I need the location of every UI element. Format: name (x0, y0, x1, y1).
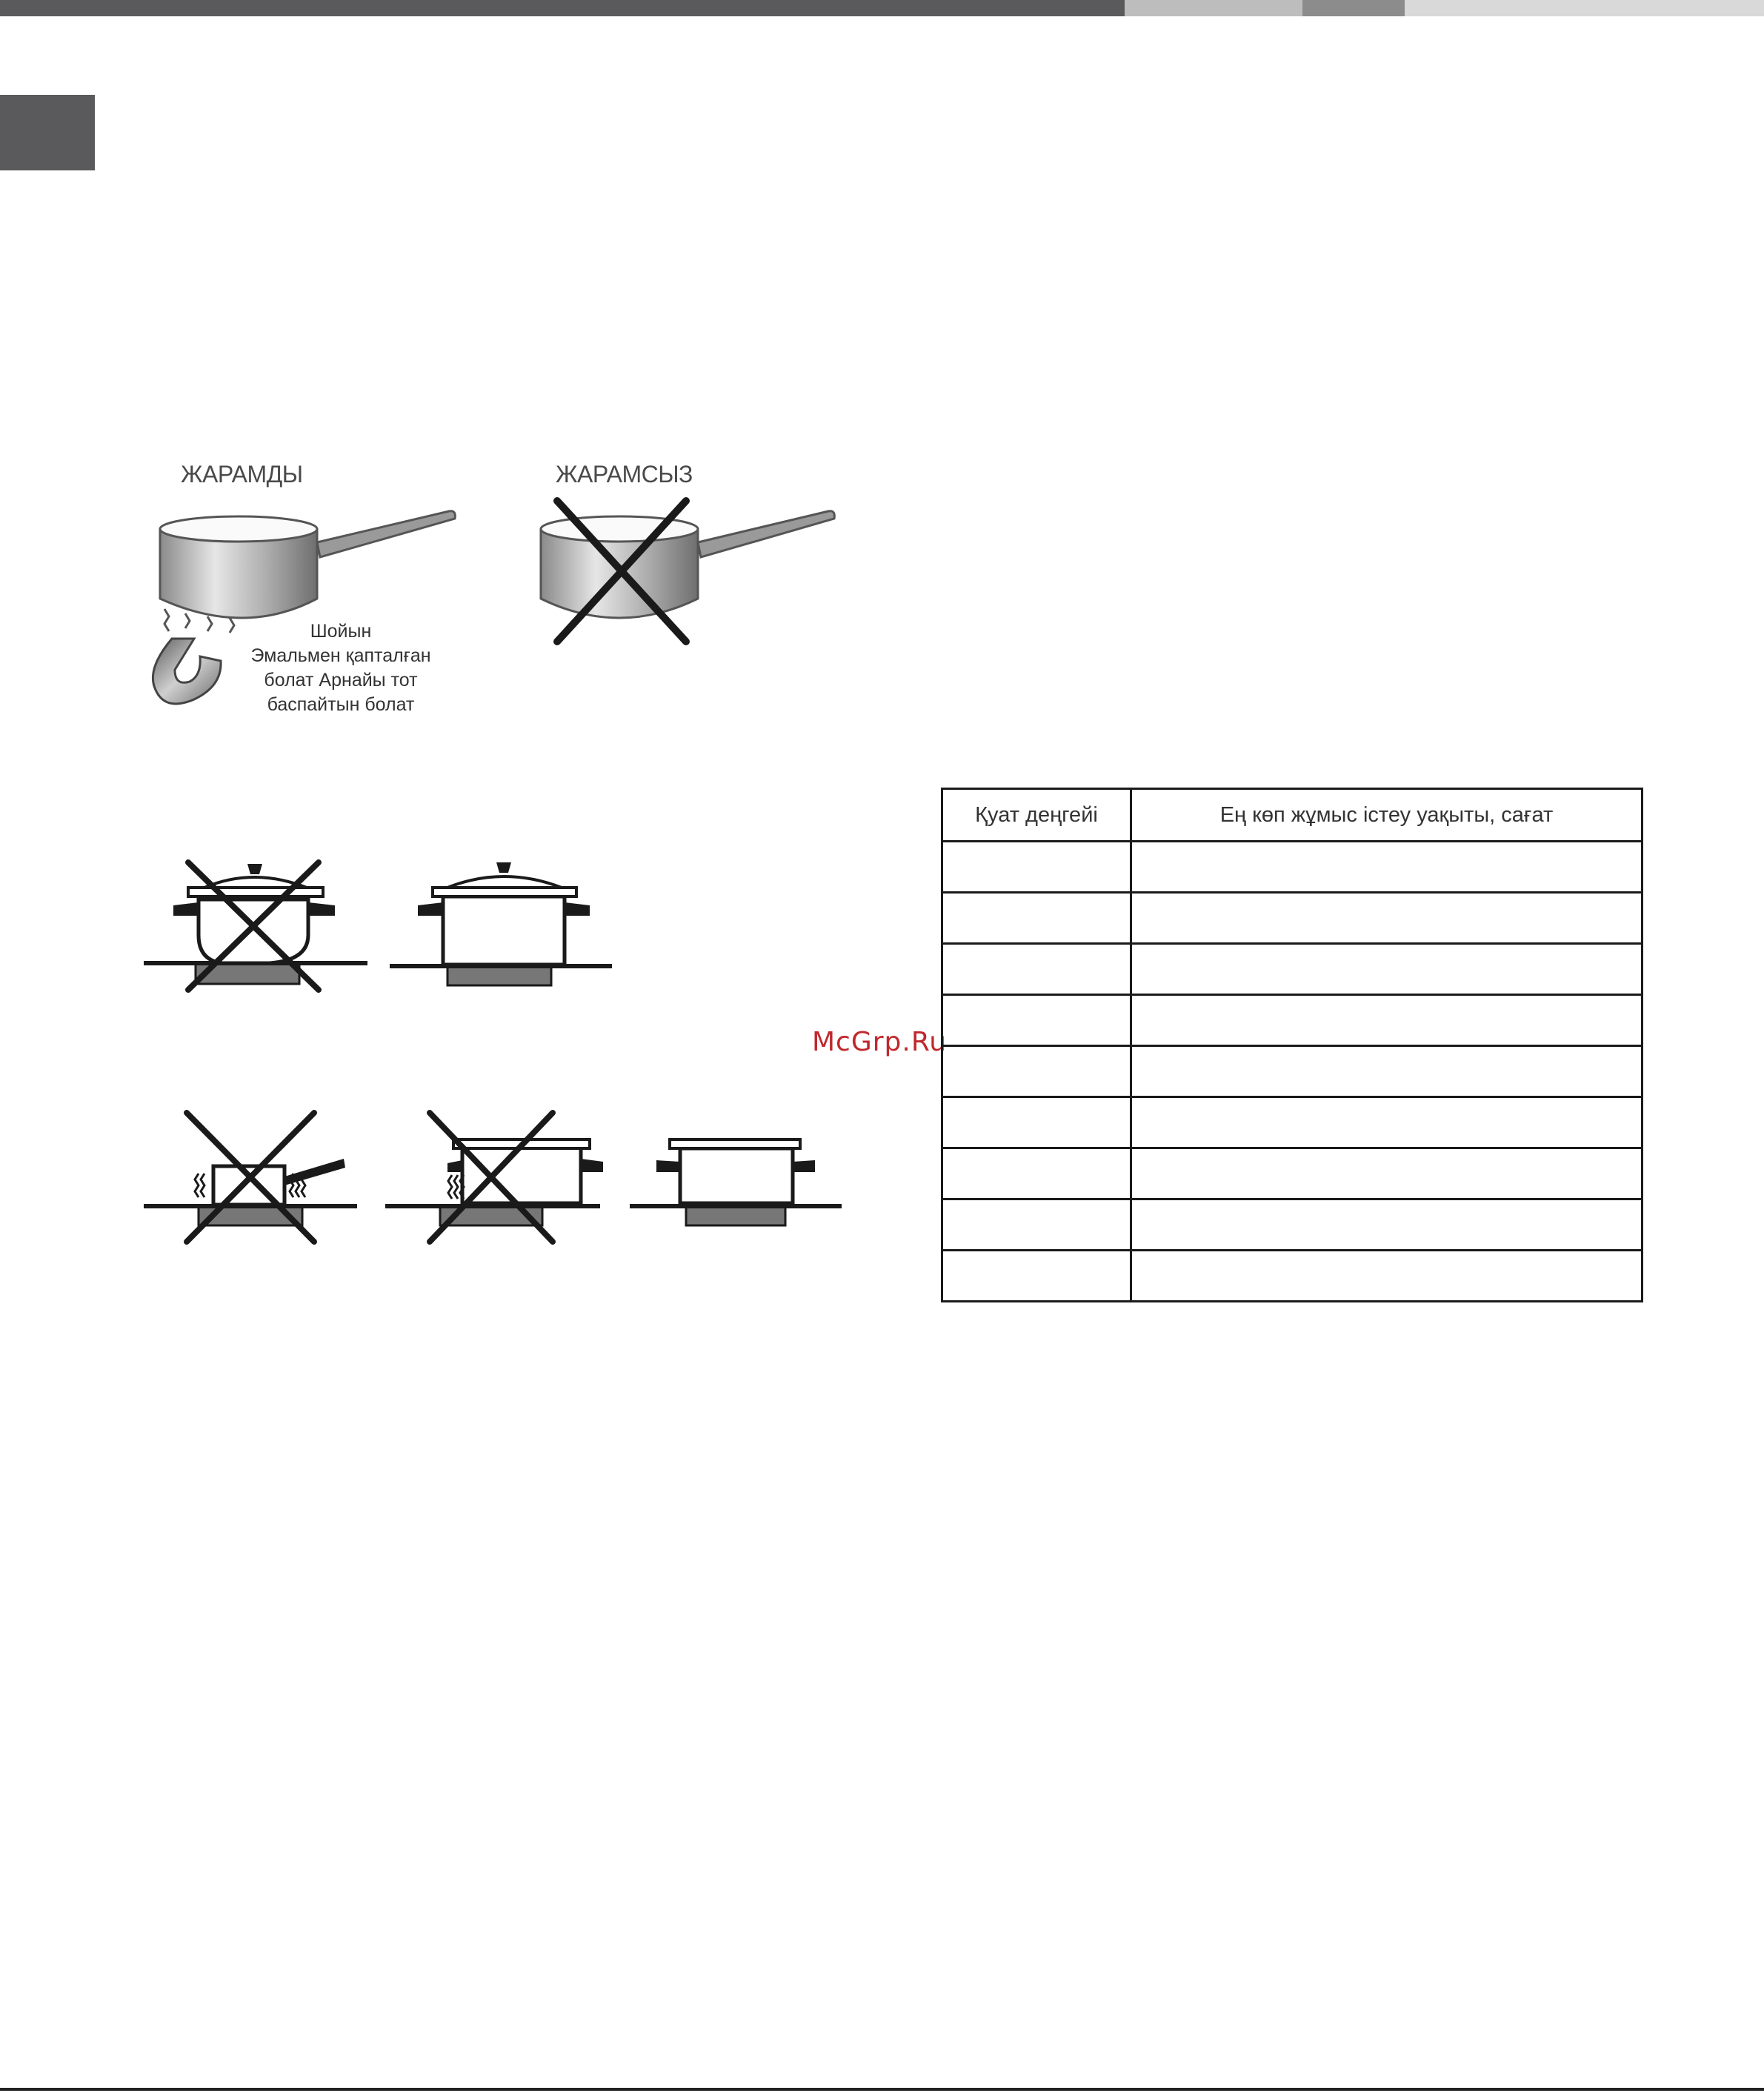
table-cell (1131, 1251, 1642, 1302)
pan-matching-zone-figure (630, 1139, 842, 1225)
power-level-table (941, 788, 1643, 1302)
table-row (942, 995, 1642, 1046)
table-cell (1131, 995, 1642, 1046)
table-cell (942, 1148, 1131, 1199)
materials-list (222, 619, 459, 717)
column-header-max-time: Ең көп жұмыс істеу уақыты, сағат (1131, 789, 1642, 842)
table-row (942, 842, 1642, 893)
magnet-icon (153, 639, 221, 704)
table-cell (942, 1046, 1131, 1097)
watermark: McGrp.Ru (812, 1027, 948, 1057)
table-cell (1131, 1097, 1642, 1148)
table-cell (942, 1251, 1131, 1302)
table-cell (942, 842, 1131, 893)
table-cell (1131, 944, 1642, 995)
table-cell (1131, 842, 1642, 893)
table-cell (1131, 1046, 1642, 1097)
pot-uneven-base-figure (144, 862, 367, 990)
table-header-row (942, 789, 1642, 842)
table-row (942, 893, 1642, 944)
table-row (942, 1148, 1642, 1199)
table-row (942, 1199, 1642, 1251)
material-item: Шойын (310, 621, 372, 642)
table-cell (942, 1097, 1131, 1148)
unsuitable-label: ЖАРАМСЫЗ (556, 461, 693, 488)
table-cell (942, 893, 1131, 944)
table-cell (942, 995, 1131, 1046)
saucepan-icon-suitable (160, 511, 455, 618)
table-cell (942, 944, 1131, 995)
table-cell (942, 1199, 1131, 1251)
material-item: болат Арнайы тот (264, 670, 418, 691)
footer-rule (0, 2088, 1764, 2091)
pot-correct-figure (390, 862, 612, 985)
table-row (942, 1097, 1642, 1148)
material-item: Эмальмен қапталған (250, 645, 431, 666)
table-cell (1131, 1199, 1642, 1251)
column-header-power-level: Қуат деңгейі (942, 789, 1131, 842)
table-row (942, 1046, 1642, 1097)
pan-offset-zone-figure (385, 1113, 603, 1242)
table-row (942, 1251, 1642, 1302)
small-pan-large-zone-figure (144, 1113, 357, 1242)
table-cell (1131, 1148, 1642, 1199)
table-row (942, 944, 1642, 995)
table-cell (1131, 893, 1642, 944)
material-item: баспайтын болат (267, 694, 415, 715)
suitable-label: ЖАРАМДЫ (181, 461, 303, 488)
